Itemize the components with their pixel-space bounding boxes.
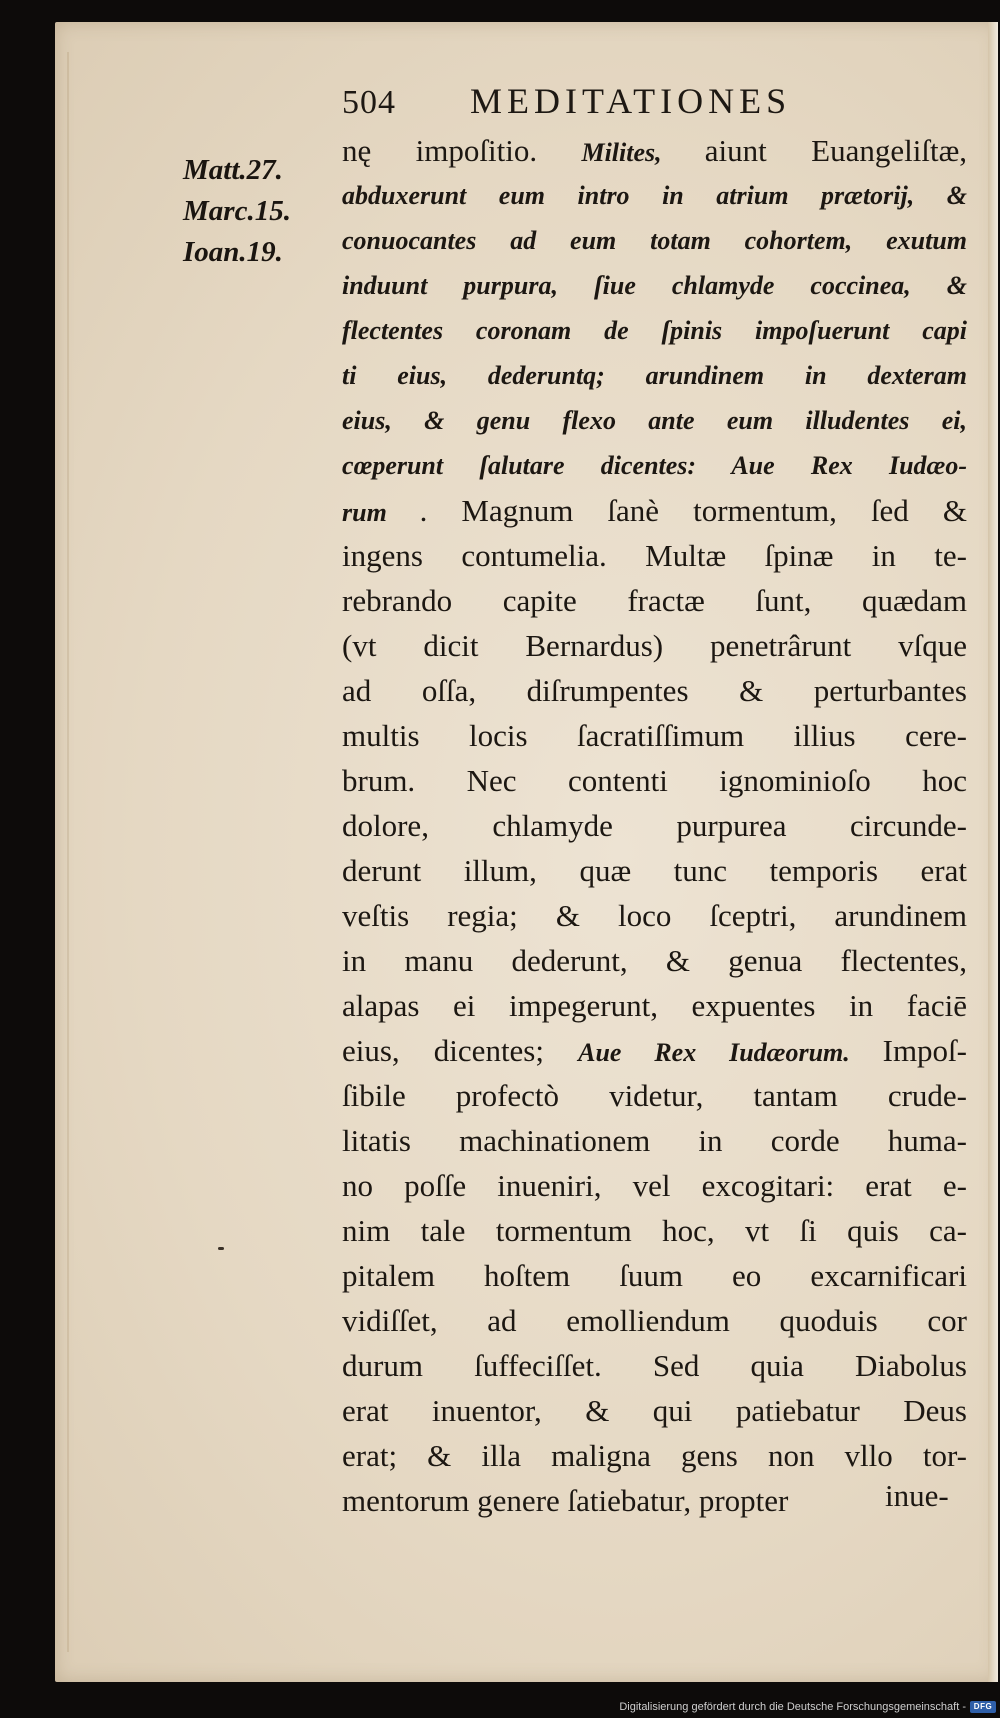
text-line xyxy=(342,1253,967,1298)
margin-note: Marc.15. xyxy=(183,195,291,227)
text-line xyxy=(342,623,967,668)
text-line xyxy=(342,983,967,1028)
text-line xyxy=(342,398,967,443)
text-line xyxy=(342,803,967,848)
text-line xyxy=(342,1163,967,1208)
page-number: 504 xyxy=(342,84,396,121)
roman-text: ingens contumelia. Multæ ſpinæ in te- xyxy=(342,538,967,573)
main-text-block xyxy=(342,128,967,1523)
margin-notes xyxy=(183,150,291,273)
text-line xyxy=(342,533,967,578)
margin-note: Matt.27. xyxy=(183,154,283,186)
italic-text: Aue Rex Iudæorum. xyxy=(578,1038,883,1067)
text-line xyxy=(342,1208,967,1253)
running-title: MEDITATIONES xyxy=(470,81,792,121)
roman-text: mentorum genere ſatiebatur, propter xyxy=(342,1483,789,1518)
roman-text: multis locis ſacratiſſimum illius cere- xyxy=(342,718,967,753)
roman-text: . Magnum ſanè tormentum, ſed & xyxy=(419,493,967,528)
text-line xyxy=(342,1388,967,1433)
text-line xyxy=(342,173,967,218)
text-line xyxy=(342,218,967,263)
roman-text: no poſſe inueniri, vel excogitari: erat e- xyxy=(342,1168,967,1203)
text-line xyxy=(342,893,967,938)
roman-text: ſibile profectò videtur, tantam crude- xyxy=(342,1078,967,1113)
text-line xyxy=(342,668,967,713)
text-line xyxy=(342,308,967,353)
roman-text: derunt illum, quæ tunc temporis erat xyxy=(342,853,967,888)
roman-text: aiunt Euangeliſtæ, xyxy=(704,133,967,168)
italic-text: eius, & genu flexo ante eum illudentes ei, xyxy=(342,406,967,435)
footer-credit: Digitalisierung gefördert durch die Deutsche Forschungsgemeinschaft - xyxy=(619,1701,966,1713)
roman-text: vidiſſet, ad emolliendum quoduis cor xyxy=(342,1303,967,1338)
roman-text: erat inuentor, & qui patiebatur Deus xyxy=(342,1393,967,1428)
roman-text: durum ſuffeciſſet. Sed quia Diabolus xyxy=(342,1348,967,1383)
text-line xyxy=(342,1028,967,1073)
text-line xyxy=(342,488,967,533)
roman-text: litatis machinationem in corde huma- xyxy=(342,1123,967,1158)
text-line xyxy=(342,353,967,398)
italic-text: ti eius, dederuntq; arundinem in dexteram xyxy=(342,361,967,390)
roman-text: nim tale tormentum hoc, vt ſi quis ca- xyxy=(342,1213,967,1248)
roman-text: pitalem hoſtem ſuum eo excarnificari xyxy=(342,1258,967,1293)
italic-text: conuocantes ad eum totam cohortem, exutum xyxy=(342,226,967,255)
text-line xyxy=(342,578,967,623)
text-line xyxy=(342,1433,967,1478)
italic-text: flectentes coronam de ſpinis impoſuerunt capi xyxy=(342,316,967,345)
text-line xyxy=(342,128,967,173)
roman-text: erat; & illa maligna gens non vllo tor- xyxy=(342,1438,967,1473)
roman-text: veſtis regia; & loco ſceptri, arundinem xyxy=(342,898,967,933)
catchword: inue- xyxy=(885,1478,949,1513)
roman-text: nę impoſitio. xyxy=(342,133,582,168)
text-line xyxy=(342,758,967,803)
text-line xyxy=(342,848,967,893)
italic-text: rum xyxy=(342,498,420,527)
roman-text: brum. Nec contenti ignominioſo hoc xyxy=(342,763,967,798)
roman-text: (vt dicit Bernardus) penetrârunt vſque xyxy=(342,628,967,663)
italic-text: Milites, xyxy=(581,138,705,167)
roman-text: in manu dederunt, & genua flectentes, xyxy=(342,943,967,978)
ink-speck xyxy=(218,1247,224,1250)
text-line xyxy=(342,443,967,488)
italic-text: cœperunt ſalutare dicentes: Aue Rex Iudæo- xyxy=(342,451,967,480)
text-line xyxy=(342,1343,967,1388)
italic-text: abduxerunt eum intro in atrium prætorij, & xyxy=(342,181,967,210)
text-line xyxy=(342,713,967,758)
page-edge xyxy=(988,22,998,1682)
text-line xyxy=(342,1118,967,1163)
text-line xyxy=(342,1073,967,1118)
roman-text: dolore, chlamyde purpurea circunde- xyxy=(342,808,967,843)
text-line xyxy=(342,938,967,983)
italic-text: induunt purpura, ſiue chlamyde coccinea, & xyxy=(342,271,967,300)
roman-text: Impoſ- xyxy=(882,1033,967,1068)
text-line xyxy=(342,1478,967,1523)
dfg-logo: DFG xyxy=(970,1701,996,1713)
roman-text: ad oſſa, diſrumpentes & perturbantes xyxy=(342,673,967,708)
roman-text: eius, dicentes; xyxy=(342,1033,579,1068)
roman-text: alapas ei impegerunt, expuentes in faciē xyxy=(342,988,967,1023)
footer-bar xyxy=(0,1698,1000,1718)
gutter-shadow xyxy=(67,52,69,1652)
roman-text: rebrando capite fractæ ſunt, quædam xyxy=(342,583,967,618)
text-line xyxy=(342,263,967,308)
text-line xyxy=(342,1298,967,1343)
margin-note: Ioan.19. xyxy=(183,236,283,268)
